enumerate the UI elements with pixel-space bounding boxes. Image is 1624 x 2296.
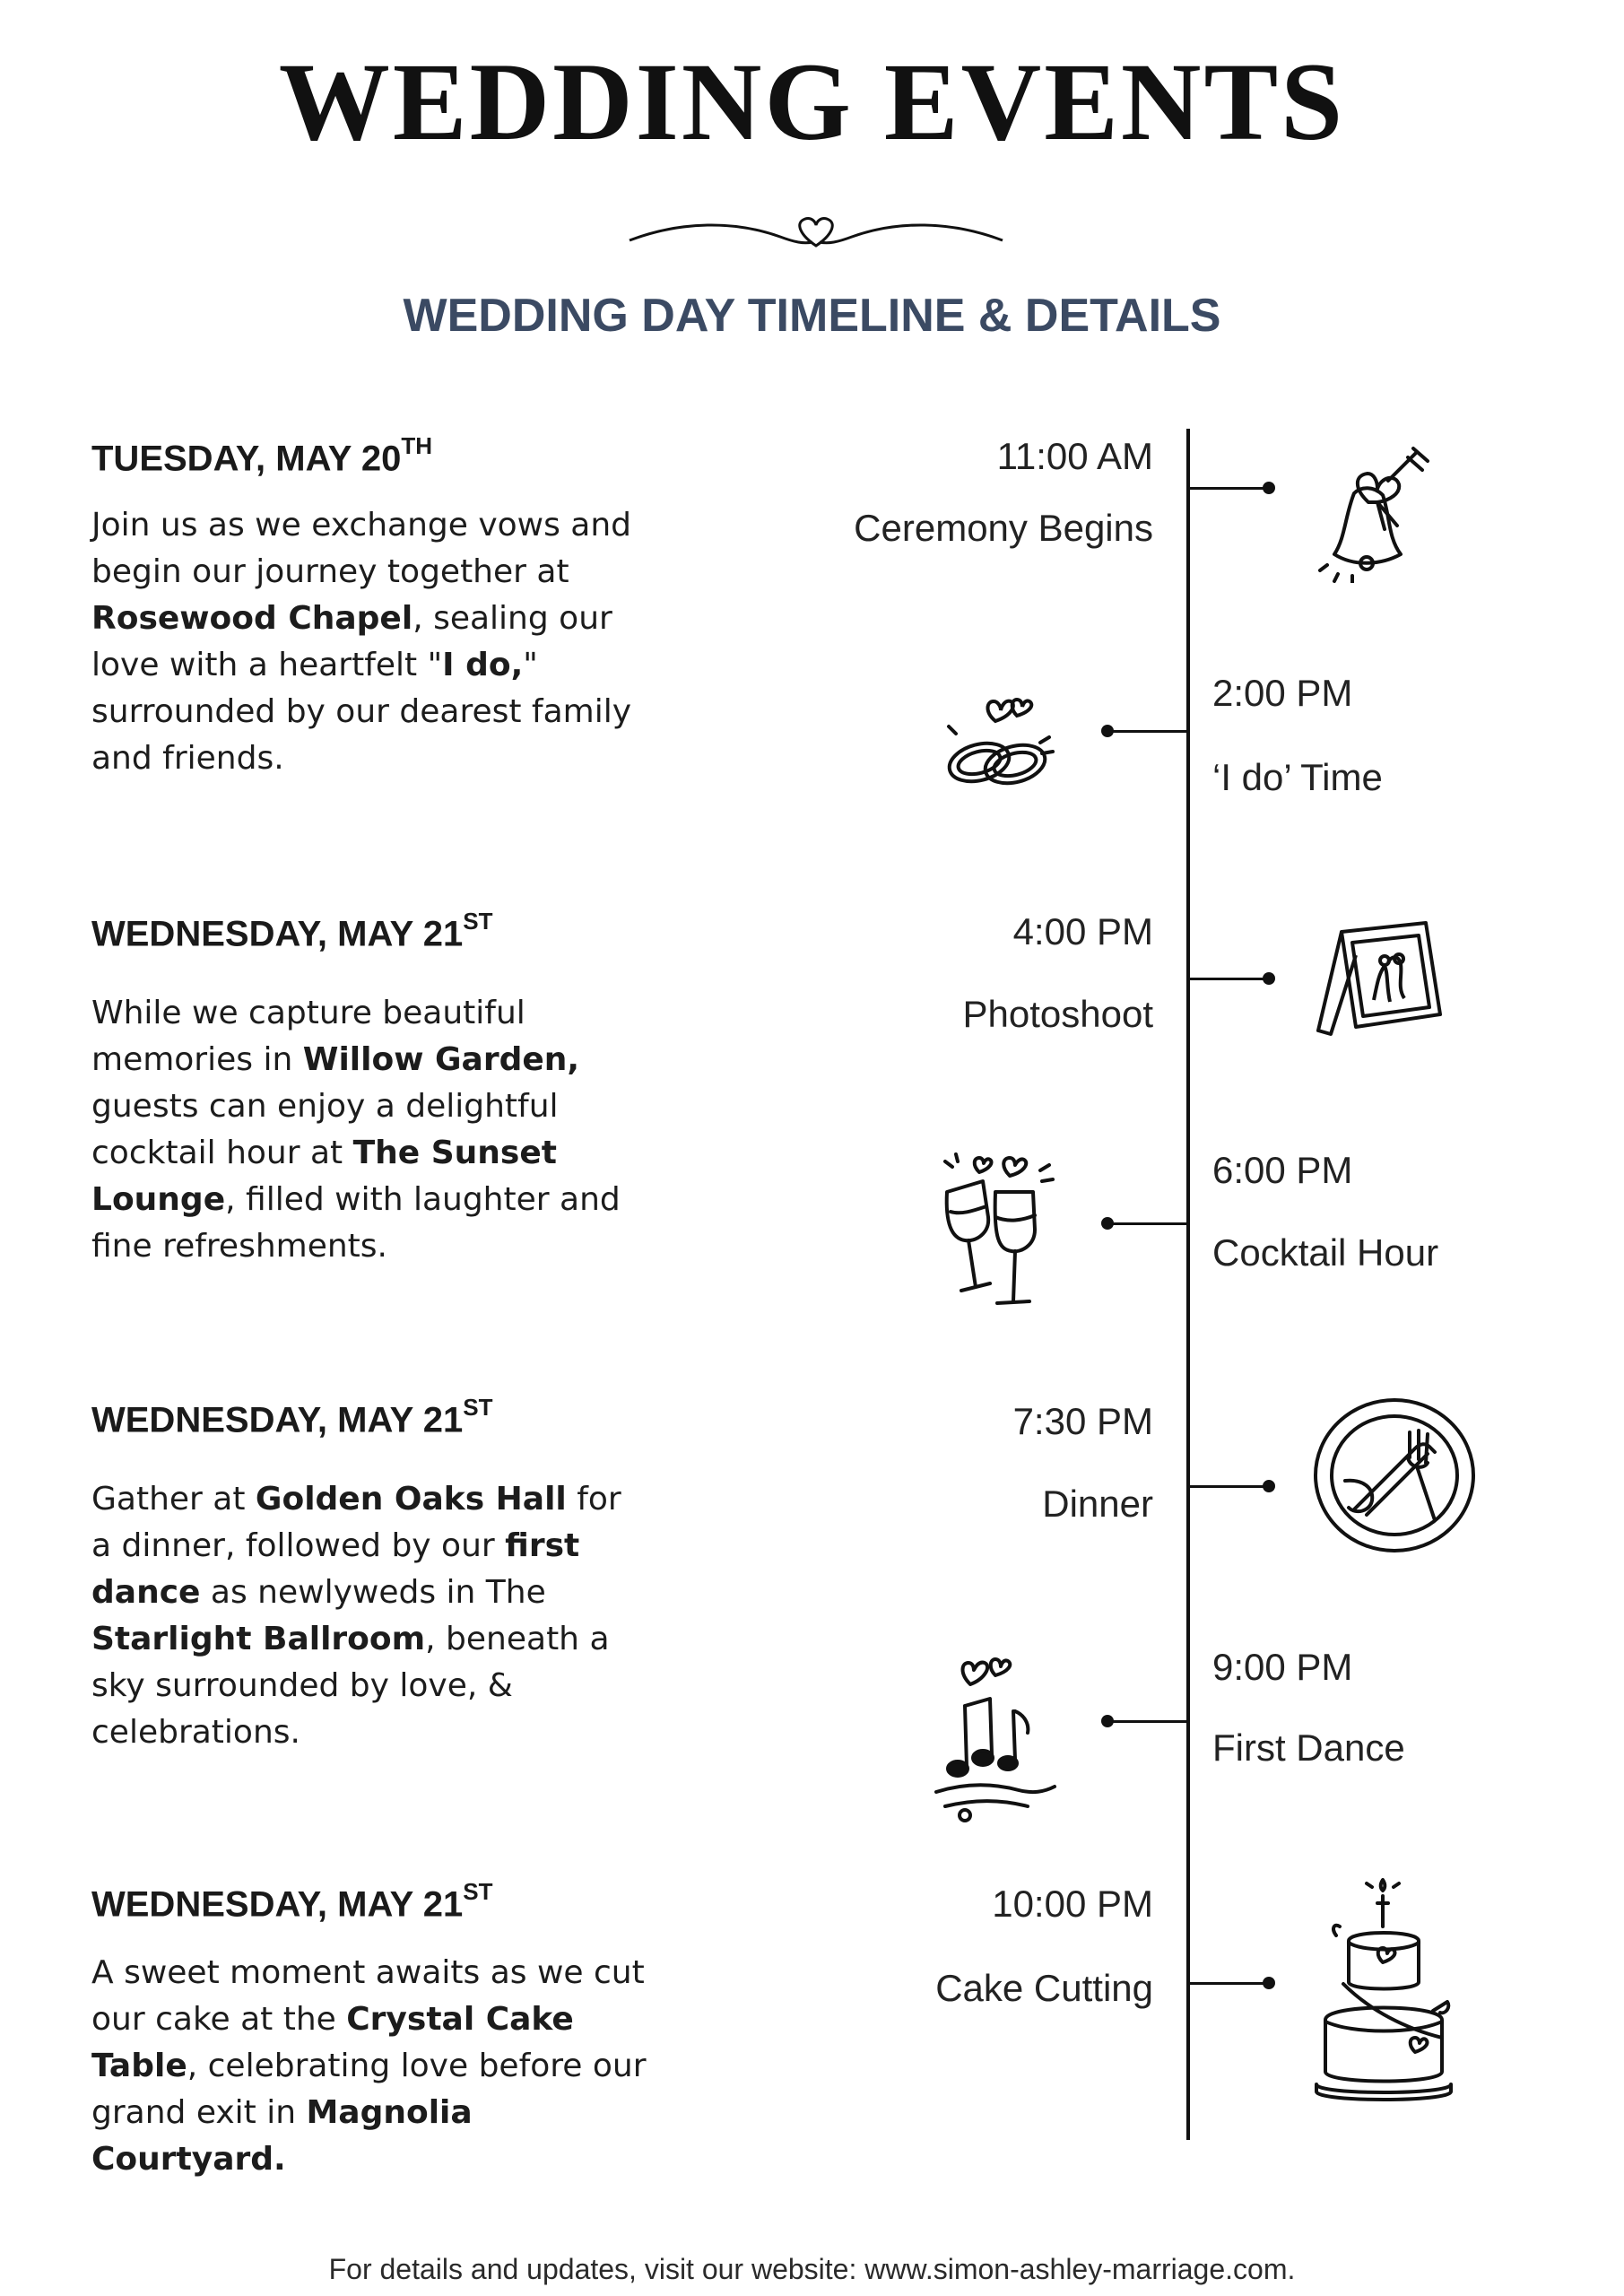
day-description [91, 1950, 647, 2183]
timeline-dot [1263, 972, 1275, 985]
timeline-connector [1107, 730, 1188, 733]
body-text: Gather at [91, 1481, 256, 1518]
day-suffix: ST [463, 908, 493, 935]
timeline-dot [1101, 725, 1114, 737]
timeline-dot [1263, 482, 1275, 494]
wedding-cake-icon [1307, 1876, 1469, 2109]
event-time: 2:00 PM [1212, 672, 1353, 714]
body-text: A sweet moment awaits as we cut our cake at the [91, 1954, 645, 2038]
timeline-dot [1101, 1217, 1114, 1230]
bell-icon [1318, 439, 1444, 583]
day-label: TUESDAY, MAY 20 [91, 439, 402, 479]
highlight-text: I do, [442, 647, 524, 683]
timeline-connector [1107, 1222, 1188, 1225]
photo-frame-icon [1311, 919, 1446, 1045]
highlight-text: Golden Oaks Hall [255, 1481, 567, 1518]
day-description [91, 990, 647, 1270]
music-notes-icon [929, 1648, 1064, 1828]
body-text: for a dinner, followed by our [91, 1481, 621, 1564]
event-time: 7:30 PM [1012, 1400, 1153, 1442]
day-suffix: TH [401, 432, 433, 459]
highlight-text: Willow Garden, [302, 1041, 580, 1078]
day-label: WEDNESDAY, MAY 21 [91, 1400, 464, 1440]
day-heading [91, 1394, 493, 1440]
body-text: While we capture beautiful memories in [91, 995, 525, 1078]
day-suffix: ST [463, 1394, 493, 1421]
day-heading [91, 908, 493, 954]
event-name: Dinner [1042, 1483, 1153, 1525]
highlight-text: Crystal Cake Table [91, 2001, 574, 2084]
highlight-text: Rosewood Chapel [91, 600, 413, 637]
event-name: Photoshoot [962, 993, 1153, 1035]
event-time: 10:00 PM [992, 1883, 1153, 1925]
body-text: Join us as we exchange vows and begin our journey together at [91, 507, 632, 590]
event-name: ‘I do’ Time [1212, 756, 1383, 798]
timeline-connector [1188, 1485, 1269, 1488]
body-text: " surrounded by our dearest family and friends. [91, 647, 632, 777]
day-description [91, 502, 647, 782]
day-heading [91, 432, 433, 479]
footer-note: For details and updates, visit our website: www.simon-ashley-marriage.com. [328, 2253, 1296, 2285]
event-time: 11:00 AM [996, 435, 1153, 477]
page-title: WEDDING EVENTS [278, 40, 1346, 163]
timeline-dot [1263, 1977, 1275, 1989]
body-text: guests can enjoy a delightful cocktail hour at [91, 1088, 559, 1171]
timeline-connector [1188, 487, 1269, 490]
day-description [91, 1476, 647, 1756]
timeline-connector [1188, 1982, 1269, 1985]
timeline-dot [1101, 1715, 1114, 1727]
event-name: Cake Cutting [935, 1967, 1153, 2009]
timeline-line [1186, 429, 1190, 2140]
dinner-plate-icon [1309, 1395, 1480, 1556]
rings-icon [942, 689, 1058, 796]
timeline-connector [1188, 978, 1269, 980]
event-name: Cocktail Hour [1212, 1231, 1439, 1274]
event-name: Ceremony Begins [854, 507, 1153, 549]
timeline-dot [1263, 1480, 1275, 1492]
day-label: WEDNESDAY, MAY 21 [91, 914, 464, 954]
event-time: 4:00 PM [1012, 910, 1153, 952]
body-text: as newlyweds in The [200, 1574, 546, 1611]
body-text: , filled with laughter and fine refreshments. [91, 1181, 621, 1265]
body-text: , celebrating love before our grand exit in [91, 2048, 647, 2131]
highlight-text: Magnolia Courtyard. [91, 2094, 473, 2178]
highlight-text: first dance [91, 1527, 580, 1611]
highlight-text: The Sunset Lounge [91, 1135, 557, 1218]
body-text: , beneath a sky surrounded by love, & celebrations. [91, 1621, 610, 1751]
event-time: 9:00 PM [1212, 1646, 1353, 1688]
heart-flourish-icon [628, 208, 1004, 262]
day-label: WEDNESDAY, MAY 21 [91, 1884, 464, 1925]
day-heading [91, 1878, 493, 1925]
day-suffix: ST [463, 1878, 493, 1905]
highlight-text: Starlight Ballroom [91, 1621, 426, 1657]
page-subtitle: WEDDING DAY TIMELINE & DETAILS [403, 290, 1221, 342]
champagne-glasses-icon [940, 1152, 1056, 1318]
event-time: 6:00 PM [1212, 1149, 1353, 1191]
timeline-connector [1107, 1720, 1188, 1723]
body-text: , sealing our love with a heartfelt " [91, 600, 612, 683]
event-name: First Dance [1212, 1726, 1405, 1769]
